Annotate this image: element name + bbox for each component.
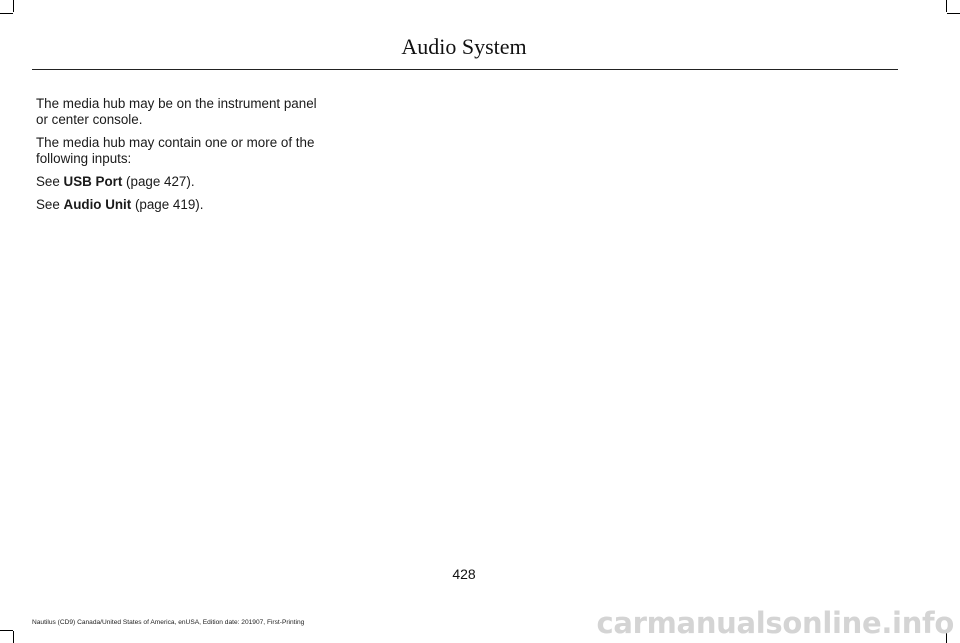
crop-mark-top-right-horizontal xyxy=(947,13,960,14)
header-divider xyxy=(32,69,898,70)
crop-mark-top-left-horizontal xyxy=(0,13,13,14)
crop-mark-bottom-left-vertical xyxy=(13,631,14,643)
crop-mark-top-right-vertical xyxy=(946,0,947,12)
paragraph-location: The media hub may be on the instrument panel or center console. xyxy=(36,96,317,127)
crop-mark-top-left-vertical xyxy=(13,0,14,12)
usb-port-link[interactable]: USB Port xyxy=(63,174,123,189)
see-audio-unit-reference xyxy=(36,197,326,213)
see-prefix: See xyxy=(36,174,64,189)
body-column xyxy=(36,96,326,220)
page-ref: (page 419). xyxy=(131,197,204,212)
page-ref: (page 427). xyxy=(122,174,195,189)
page-title: Audio System xyxy=(401,34,527,59)
see-usb-port-reference xyxy=(36,174,326,190)
audio-unit-link[interactable]: Audio Unit xyxy=(63,197,132,212)
page-number: 428 xyxy=(452,566,476,582)
edition-footer: Nautilus (CD9) Canada/United States of America, enUSA, Edition date: 201907, First-Printing xyxy=(32,619,305,626)
paragraph-inputs: The media hub may contain one or more of the following inputs: xyxy=(36,135,315,166)
crop-mark-bottom-left-horizontal xyxy=(0,630,13,631)
see-prefix: See xyxy=(36,197,64,212)
watermark-logo: carmanualsonline.info xyxy=(596,606,954,640)
